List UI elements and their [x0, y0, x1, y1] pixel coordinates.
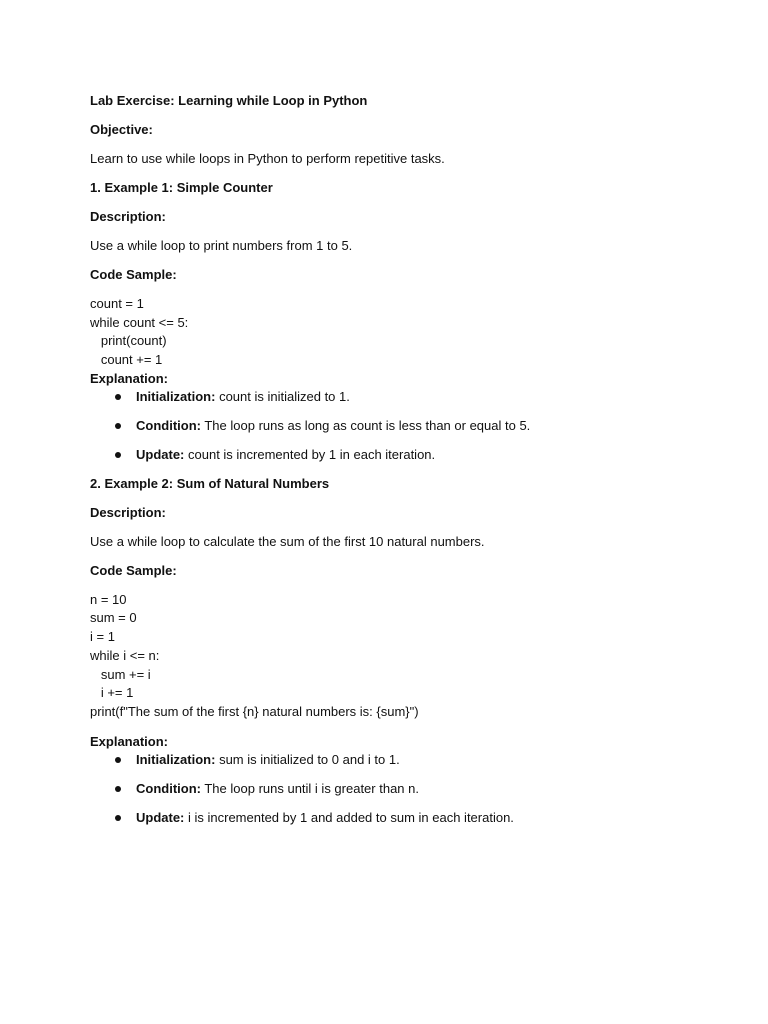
example1-explanation-heading: Explanation: — [90, 370, 169, 386]
code-line: print(f"The sum of the first {n} natural numbers is: {sum}") — [90, 703, 419, 719]
code-line: n = 10 — [90, 591, 127, 607]
bullet-icon — [115, 786, 121, 792]
example1-explanation-list — [90, 388, 710, 464]
explanation-text: i is incremented by 1 and added to sum in each iteration. — [184, 809, 514, 825]
objective-text: Learn to use while loops in Python to perform repetitive tasks. — [90, 151, 445, 166]
code-line: i = 1 — [90, 629, 115, 645]
objective-heading: Objective: — [90, 122, 153, 137]
list-item — [90, 446, 710, 464]
code-line: count = 1 — [90, 296, 144, 311]
bullet-icon — [115, 757, 121, 763]
explanation-term: Update: — [136, 446, 185, 462]
example1-code-heading: Code Sample: — [90, 267, 177, 282]
example1-description-text: Use a while loop to print numbers from 1 to 5. — [90, 238, 353, 253]
explanation-text: The loop runs until i is greater than n. — [200, 780, 419, 796]
example2-explanation-heading: Explanation: — [90, 733, 169, 749]
code-line: while i <= n: — [90, 647, 160, 663]
code-line: sum = 0 — [90, 610, 137, 626]
code-line: sum += i — [90, 666, 151, 682]
explanation-term: Initialization: — [136, 751, 216, 767]
list-item — [90, 751, 710, 769]
list-item — [90, 417, 710, 435]
example2-code-heading: Code Sample: — [90, 562, 177, 578]
explanation-term: Initialization: — [136, 388, 216, 404]
explanation-text: count is incremented by 1 in each iteration. — [184, 446, 436, 462]
code-line: count += 1 — [90, 352, 163, 368]
explanation-text: count is initialized to 1. — [215, 388, 350, 404]
document-content — [90, 92, 710, 827]
example2-heading: 2. Example 2: Sum of Natural Numbers — [90, 475, 330, 491]
document-title: Lab Exercise: Learning while Loop in Python — [90, 93, 368, 108]
explanation-term: Update: — [136, 809, 185, 825]
explanation-text: The loop runs as long as count is less than or equal to 5. — [200, 417, 531, 433]
example1-code-block — [90, 295, 710, 370]
example2-description-heading: Description: — [90, 504, 166, 520]
bullet-icon — [115, 452, 121, 458]
list-item — [90, 780, 710, 798]
example2-description-text: Use a while loop to calculate the sum of the first 10 natural numbers. — [90, 533, 485, 549]
explanation-term: Condition: — [136, 780, 201, 796]
example1-description-heading: Description: — [90, 209, 166, 224]
code-line: while count <= 5: — [90, 314, 189, 330]
code-line: i += 1 — [90, 685, 134, 701]
list-item — [90, 809, 710, 827]
bullet-icon — [115, 815, 121, 821]
code-line: print(count) — [90, 333, 167, 349]
list-item — [90, 388, 710, 406]
explanation-term: Condition: — [136, 417, 201, 433]
bullet-icon — [115, 394, 121, 400]
example2-explanation-list — [90, 751, 710, 827]
example1-heading: 1. Example 1: Simple Counter — [90, 180, 273, 195]
example2-code-block — [90, 591, 710, 722]
explanation-text: sum is initialized to 0 and i to 1. — [215, 751, 400, 767]
bullet-icon — [115, 423, 121, 429]
